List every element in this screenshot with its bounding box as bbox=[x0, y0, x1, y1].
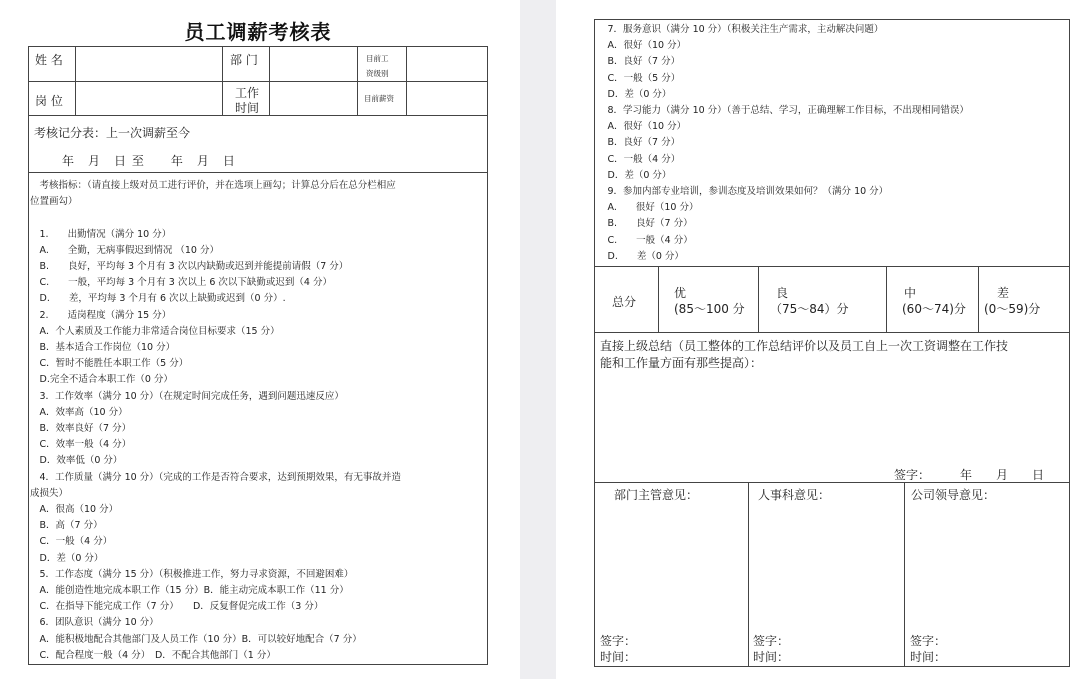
criteria-line: B．良好（7 分） bbox=[598, 137, 681, 149]
criteria-line: C．在指导下能完成工作（7 分） D．反复督促完成工作（3 分） bbox=[30, 601, 324, 613]
criteria-line: B. 良好，平均每 3 个月有 3 次以内缺勤或迟到并能提前请假（7 分） bbox=[30, 261, 349, 272]
page-right bbox=[556, 0, 1080, 679]
summary-text-line1: 直接上级总结（员工整体的工作总结评价以及员工自上一次工资调整在工作技 bbox=[600, 339, 1009, 353]
grade-medium-range: (60～74)分 bbox=[902, 302, 966, 316]
hr-time: 时间： bbox=[753, 650, 790, 664]
criteria-line: A．个人素质及工作能力非常适合岗位目标要求（15 分） bbox=[30, 325, 280, 337]
criteria-line: C．效率一般（4 分） bbox=[30, 439, 132, 451]
leadership-time: 时间： bbox=[910, 650, 947, 664]
criteria-line: C．一般（4 分） bbox=[598, 153, 681, 165]
criteria-line: D．效率低（0 分） bbox=[30, 455, 123, 467]
grade-excellent-name: 优 bbox=[674, 286, 687, 300]
criteria-line: 考核指标：（请直接上级对员工进行评价，并在选项上画勾；计算总分后在总分栏相应 bbox=[30, 180, 396, 191]
criteria-line: D. 差，平均每 3 个月有 6 次以上缺勤或迟到（0 分）. bbox=[30, 293, 286, 305]
name-field[interactable] bbox=[76, 47, 222, 81]
document-title: 员工调薪考核表 bbox=[184, 20, 332, 44]
position-field[interactable] bbox=[76, 82, 222, 115]
criteria-line: C. 一般，平均每 3 个月有 3 次以上 6 次以下缺勤或迟到（4 分） bbox=[30, 277, 332, 289]
grade-excellent-range: (85～100 分 bbox=[674, 302, 745, 316]
divider bbox=[758, 266, 759, 332]
dept-manager-time: 时间： bbox=[600, 650, 637, 664]
leadership-opinion-label: 公司领导意见： bbox=[911, 488, 996, 502]
dept-manager-opinion-field[interactable] bbox=[596, 504, 746, 624]
leadership-opinion-field[interactable] bbox=[906, 504, 1068, 624]
criteria-line: B．基本适合工作岗位（10 分） bbox=[30, 342, 176, 353]
grade-poor-range: (0～59)分 bbox=[984, 302, 1041, 316]
page-left bbox=[0, 0, 520, 679]
dept-field[interactable] bbox=[270, 47, 357, 81]
criteria-line: 3．工作效率（满分 10 分）（在规定时间完成任务，遇到问题迅速反应） bbox=[30, 390, 344, 402]
criteria-line: B．高（7 分） bbox=[30, 520, 103, 532]
criteria-line: B．良好（7 分） bbox=[598, 56, 681, 68]
criteria-line: A．能创造性地完成本职工作（15 分）B．能主动完成本职工作（11 分） bbox=[30, 585, 349, 596]
divider bbox=[357, 46, 358, 115]
leadership-sign: 签字： bbox=[910, 634, 947, 648]
work-time-field[interactable] bbox=[270, 82, 357, 115]
criteria-line: A．很好（10 分） bbox=[598, 40, 687, 52]
criteria-line: D. 差（0 分） bbox=[598, 250, 684, 262]
divider bbox=[222, 46, 223, 115]
work-time-label-1: 工作 bbox=[235, 86, 260, 100]
divider bbox=[978, 266, 979, 332]
criteria-line: A. 全勤，无病事假迟到情况 （10 分） bbox=[30, 244, 219, 256]
total-score-label: 总分 bbox=[612, 295, 637, 309]
divider bbox=[594, 482, 1070, 483]
divider bbox=[748, 482, 749, 667]
period-label: 考核记分表：上一次调薪至今 bbox=[34, 126, 191, 140]
criteria-line: C. 一般（4 分） bbox=[598, 234, 693, 246]
work-time-label-2: 时间 bbox=[235, 101, 260, 115]
criteria-line: 5．工作态度（满分 15 分）（积极推进工作，努力寻求资源，不回避困难） bbox=[30, 568, 354, 580]
current-grade-label-2: 资级别 bbox=[366, 69, 389, 78]
criteria-line: 位置画勾） bbox=[30, 196, 78, 208]
hr-opinion-field[interactable] bbox=[750, 504, 902, 624]
summary-text-line2: 能和工作量方面有那些提高）： bbox=[600, 356, 763, 370]
grade-good-name: 良 bbox=[776, 286, 789, 300]
hr-opinion-label: 人事科意见： bbox=[758, 488, 831, 502]
grade-poor-name: 差 bbox=[997, 286, 1010, 300]
divider bbox=[594, 332, 1070, 333]
period-dates: 年 月 日 至 年 月 日 bbox=[62, 154, 236, 168]
criteria-line: D.完全不适合本职工作（0 分） bbox=[30, 374, 173, 386]
criteria-line: D．差（0 分） bbox=[30, 552, 104, 564]
criteria-line: C．配合程度一般（4 分） D．不配合其他部门（1 分） bbox=[30, 649, 276, 661]
current-salary-label: 目前薪资 bbox=[364, 94, 394, 103]
criteria-line: C．一般（4 分） bbox=[30, 536, 113, 548]
current-salary-field[interactable] bbox=[407, 82, 488, 115]
divider bbox=[594, 266, 1070, 267]
dept-manager-sign: 签字： bbox=[600, 634, 637, 648]
divider bbox=[886, 266, 887, 332]
criteria-line: 8．学习能力（满分 10 分）（善于总结、学习，正确理解工作目标，不出现相同错误） bbox=[598, 105, 969, 116]
criteria-line: B. 良好（7 分） bbox=[598, 218, 693, 230]
name-label: 姓 名 bbox=[35, 53, 63, 67]
summary-sign: 签字： 年 月 日 bbox=[894, 468, 1045, 482]
criteria-line: A. 很好（10 分） bbox=[598, 202, 699, 214]
current-grade-field[interactable] bbox=[407, 47, 488, 81]
criteria-line: A．很好（10 分） bbox=[598, 121, 687, 133]
hr-sign: 签字： bbox=[753, 634, 790, 648]
dept-label: 部 门 bbox=[230, 53, 258, 67]
criteria-line: C．一般（5 分） bbox=[598, 72, 681, 84]
criteria-line: C．暂时不能胜任本职工作（5 分） bbox=[30, 358, 189, 370]
divider bbox=[904, 482, 905, 667]
criteria-line: D．差（0 分） bbox=[598, 169, 672, 181]
criteria-line: 成损失） bbox=[30, 487, 69, 499]
criteria-line: B．效率良好（7 分） bbox=[30, 423, 132, 434]
page-gutter bbox=[520, 0, 556, 679]
grade-good-range: （75～84）分 bbox=[770, 302, 849, 316]
grade-medium-name: 中 bbox=[904, 286, 917, 300]
position-label: 岗 位 bbox=[35, 94, 63, 108]
criteria-line: 1. 出勤情况（满分 10 分） bbox=[30, 228, 172, 240]
criteria-line: D．差（0 分） bbox=[598, 88, 672, 100]
criteria-line: A．很高（10 分） bbox=[30, 504, 119, 515]
summary-field[interactable] bbox=[596, 372, 1068, 462]
criteria-line: 6．团队意识（满分 10 分） bbox=[30, 617, 159, 629]
criteria-line: A．效率高（10 分） bbox=[30, 406, 128, 418]
current-grade-label-1: 目前工 bbox=[366, 54, 389, 63]
divider bbox=[28, 172, 488, 173]
criteria-line: A．能积极地配合其他部门及人员工作（10 分）B．可以较好地配合（7 分） bbox=[30, 633, 362, 645]
criteria-line: 7．服务意识（满分 10 分）（积极关注生产需求，主动解决问题） bbox=[598, 24, 884, 35]
criteria-line: 2. 适岗程度（满分 15 分） bbox=[30, 309, 172, 321]
divider bbox=[658, 266, 659, 332]
criteria-line: 4．工作质量（满分 10 分）（完成的工作是否符合要求，达到预期效果，有无事故并造 bbox=[30, 471, 401, 483]
dept-manager-opinion-label: 部门主管意见： bbox=[614, 488, 699, 502]
criteria-line: 9．参加内部专业培训，参训态度及培训效果如何？（满分 10 分） bbox=[598, 186, 889, 197]
